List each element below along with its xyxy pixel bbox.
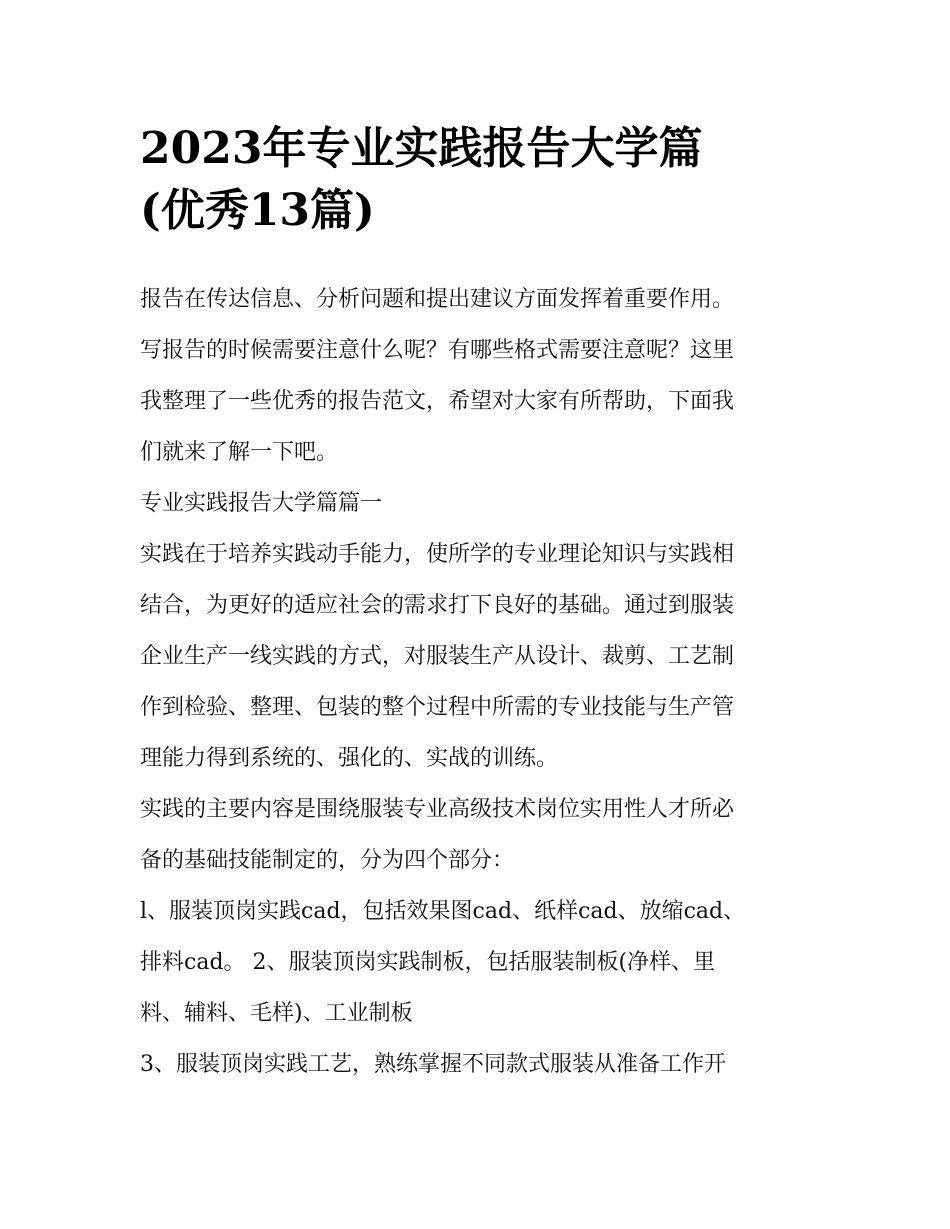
text-line: 写报告的时候需要注意什么呢？有哪些格式需要注意呢？这里: [140, 338, 735, 363]
text-line: 们就来了解一下吧。: [140, 440, 339, 465]
list-item-line: 3、服装顶岗实践工艺，熟练掌握不同款式服装从准备工作开: [140, 1052, 726, 1077]
text-line: 备的基础技能制定的，分为四个部分：: [140, 848, 515, 873]
title-line-1: 2023年专业实践报告大学篇: [140, 123, 703, 174]
text-line: 实践的主要内容是围绕服装专业高级技术岗位实用性人才所必: [140, 797, 735, 822]
section-heading: 专业实践报告大学篇篇一: [140, 491, 383, 516]
document-body: [140, 274, 820, 1090]
text-line: 我整理了一些优秀的报告范文，希望对大家有所帮助，下面我: [140, 389, 735, 414]
text-line: 实践在于培养实践动手能力，使所学的专业理论知识与实践相: [140, 542, 735, 567]
text-line: 报告在传达信息、分析问题和提出建议方面发挥着重要作用。: [140, 287, 735, 312]
text-line: 结合，为更好的适应社会的需求打下良好的基础。通过到服装: [140, 593, 735, 618]
text-line: 理能力得到系统的、强化的、实战的训练。: [140, 746, 559, 771]
document-title: [140, 118, 820, 242]
list-item-line: 排料cad。 2、服装顶岗实践制板，包括服装制板(净样、里: [140, 950, 716, 975]
text-line: 企业生产一线实践的方式，对服装生产从设计、裁剪、工艺制: [140, 644, 735, 669]
title-line-2: (优秀13篇): [140, 185, 375, 236]
list-item-line: l、服装顶岗实践cad，包括效果图cad、纸样cad、放缩cad、: [140, 899, 746, 924]
list-item-line: 料、辅料、毛样)、工业制板: [140, 1001, 413, 1026]
text-line: 作到检验、整理、包装的整个过程中所需的专业技能与生产管: [140, 695, 735, 720]
